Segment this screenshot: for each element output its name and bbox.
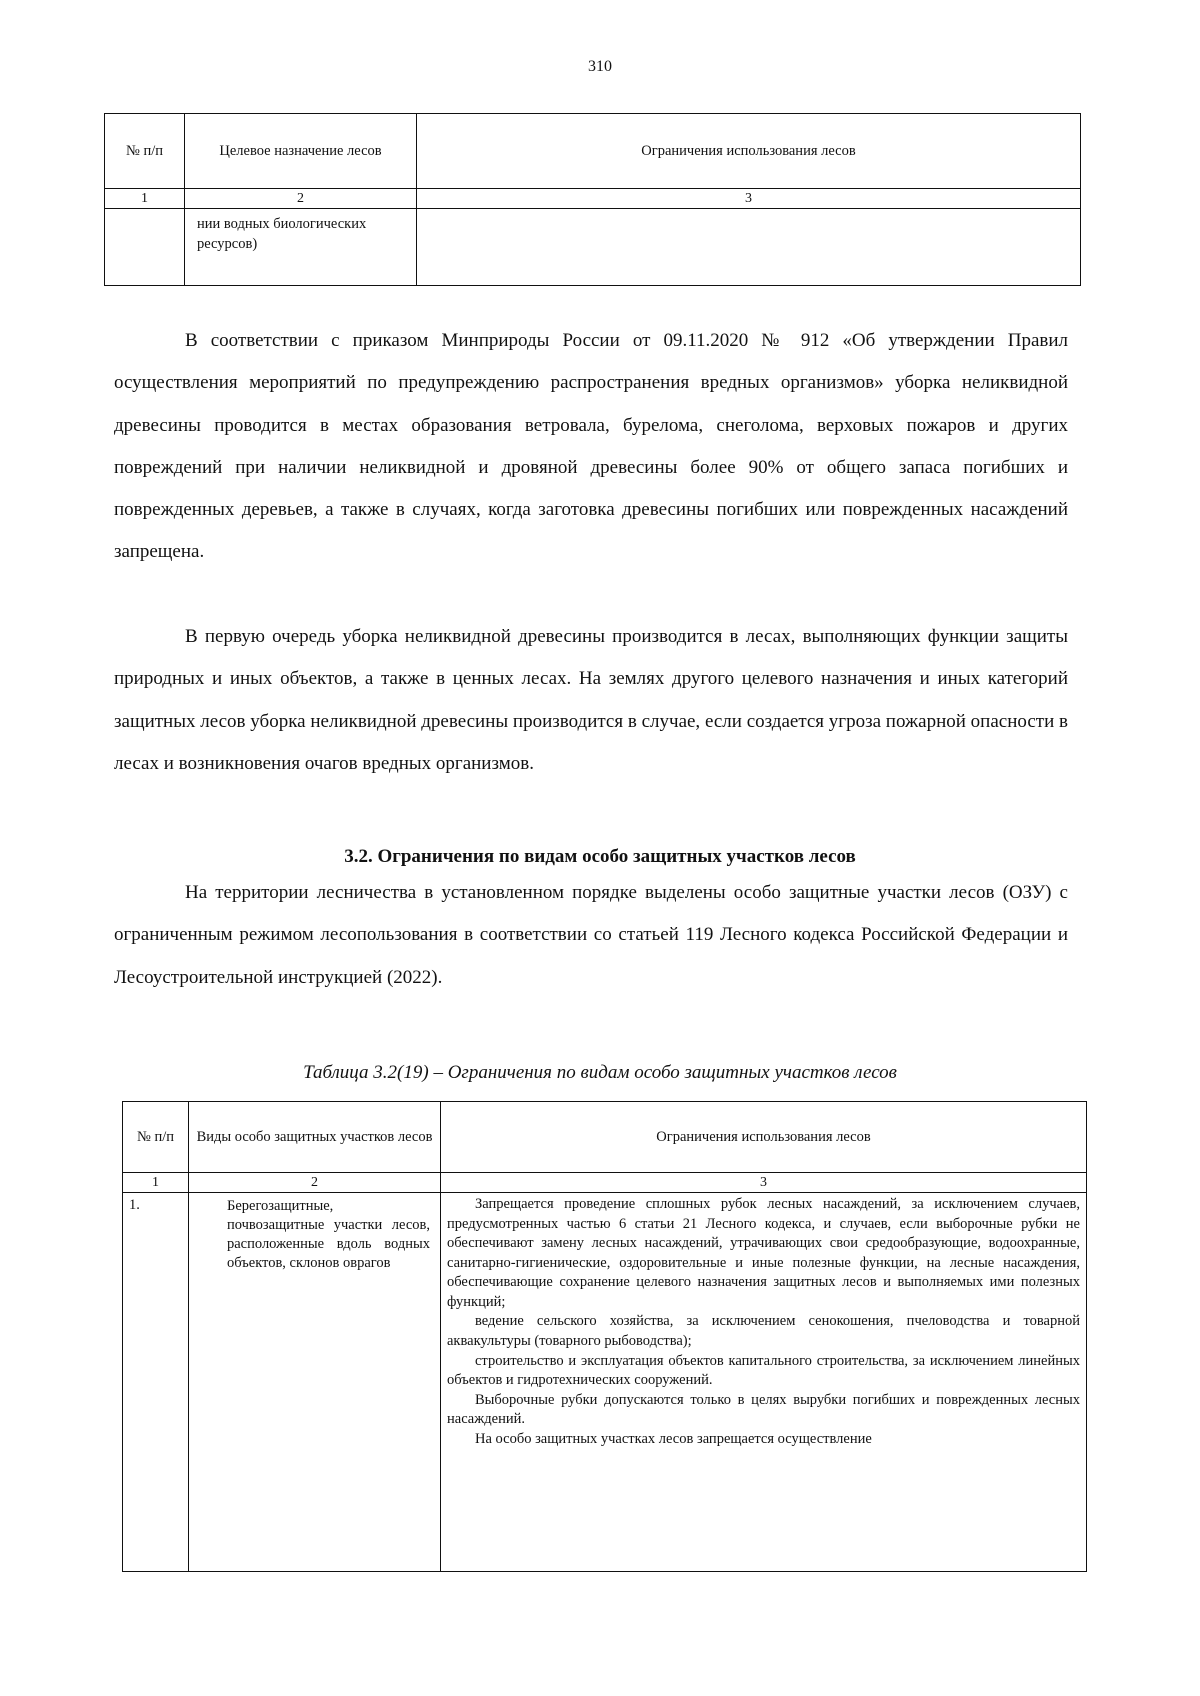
continued-table [104,113,1081,286]
restriction-item: На особо защитных участках лесов запрещается осуществление [475,1430,872,1447]
table-row [123,1193,1087,1572]
header-cell-number: № п/п [105,114,185,189]
column-number-2: 2 [189,1173,441,1193]
body-text-block-3 [114,872,1068,999]
table-cell: нии водных биологических ресурсов) [185,209,417,286]
restrictions-cell [441,1193,1087,1572]
table-caption: Таблица 3.2(19) – Ограничения по видам особо защитных участков лесов [303,1062,897,1083]
plot-type: Берегозащитные, почвозащитные участки лесов, расположенные вдоль водных объектов, склонов оврагов [189,1193,441,1572]
restriction-item: Выборочные рубки допускаются только в целях вырубки погибших и поврежденных лесных насаждений. [447,1391,1080,1428]
header-cell-number: № п/п [123,1102,189,1173]
restrictions-table [122,1101,1087,1572]
section-heading: 3.2. Ограничения по видам особо защитных участков лесов [344,846,856,867]
body-text-block-2 [114,616,1068,785]
restriction-item: ведение сельского хозяйства, за исключением сенокошения, пчеловодства и товарной аквакультуры (товарного рыбоводства); [447,1313,1080,1349]
page-number: 310 [588,58,612,75]
table-cell [417,209,1081,286]
row-number: 1. [123,1193,189,1572]
column-number-1: 1 [123,1173,189,1193]
restriction-item: Запрещается проведение сплошных рубок лесных насаждений, за исключением случаев, предусмотренных частью 6 статьи 21 Лесного кодекса, и случаев, если выборочные рубки не обеспечивают замену лесных насаждений, утрачивающих свои средообразующие, водоохранные, санитарно-гигиенические, оздоровительные и иные полезные функции, на лесные насаждения, обеспечивающие сохранение целевого назначения защитных лесов и выполняемых ими полезных функций; [447,1196,1080,1310]
paragraph: На территории лесничества в установленном порядке выделены особо защитные участки лесов (ОЗУ) с ограниченным режимом лесопользования в соответствии со статьей 119 Лесного кодекса Российской Федерации и Лесоустроительной инструкцией (2022). [114,882,1068,988]
header-cell-restrictions: Ограничения использования лесов [417,114,1081,189]
paragraph: В первую очередь уборка неликвидной древесины производится в лесах, выполняющих функции защиты природных и иных объектов, а также в ценных лесах. На землях другого целевого назначения и иных категорий защитных лесов уборка неликвидной древесины производится в случае, если создается угроза пожарной опасности в лесах и возникновения очагов вредных организмов. [114,626,1068,774]
table-cell [105,209,185,286]
restriction-item: строительство и эксплуатация объектов капитального строительства, за исключением линейных объектов и гидротехнических сооружений. [447,1352,1080,1389]
header-cell-plot-type: Виды особо защитных участков лесов [189,1102,441,1173]
column-number-3: 3 [417,189,1081,209]
body-text-block-1 [114,320,1068,574]
paragraph: В соответствии с приказом Минприроды России от 09.11.2020 № 912 «Об утверждении Правил осуществления мероприятий по предупреждению распространения вредных организмов» уборка неликвидной древесины проводится в местах образования ветровала, бурелома, снеголома, верховых пожаров и других повреждений при наличии неликвидной и дровяной древесины более 90% от общего запаса погибших и поврежденных деревьев, а также в случаях, когда заготовка древесины погибших или поврежденных насаждений запрещена. [114,330,1068,563]
header-cell-restrictions: Ограничения использования лесов [441,1102,1087,1173]
header-cell-purpose: Целевое назначение лесов [185,114,417,189]
column-number-3: 3 [441,1173,1087,1193]
column-number-2: 2 [185,189,417,209]
column-number-1: 1 [105,189,185,209]
